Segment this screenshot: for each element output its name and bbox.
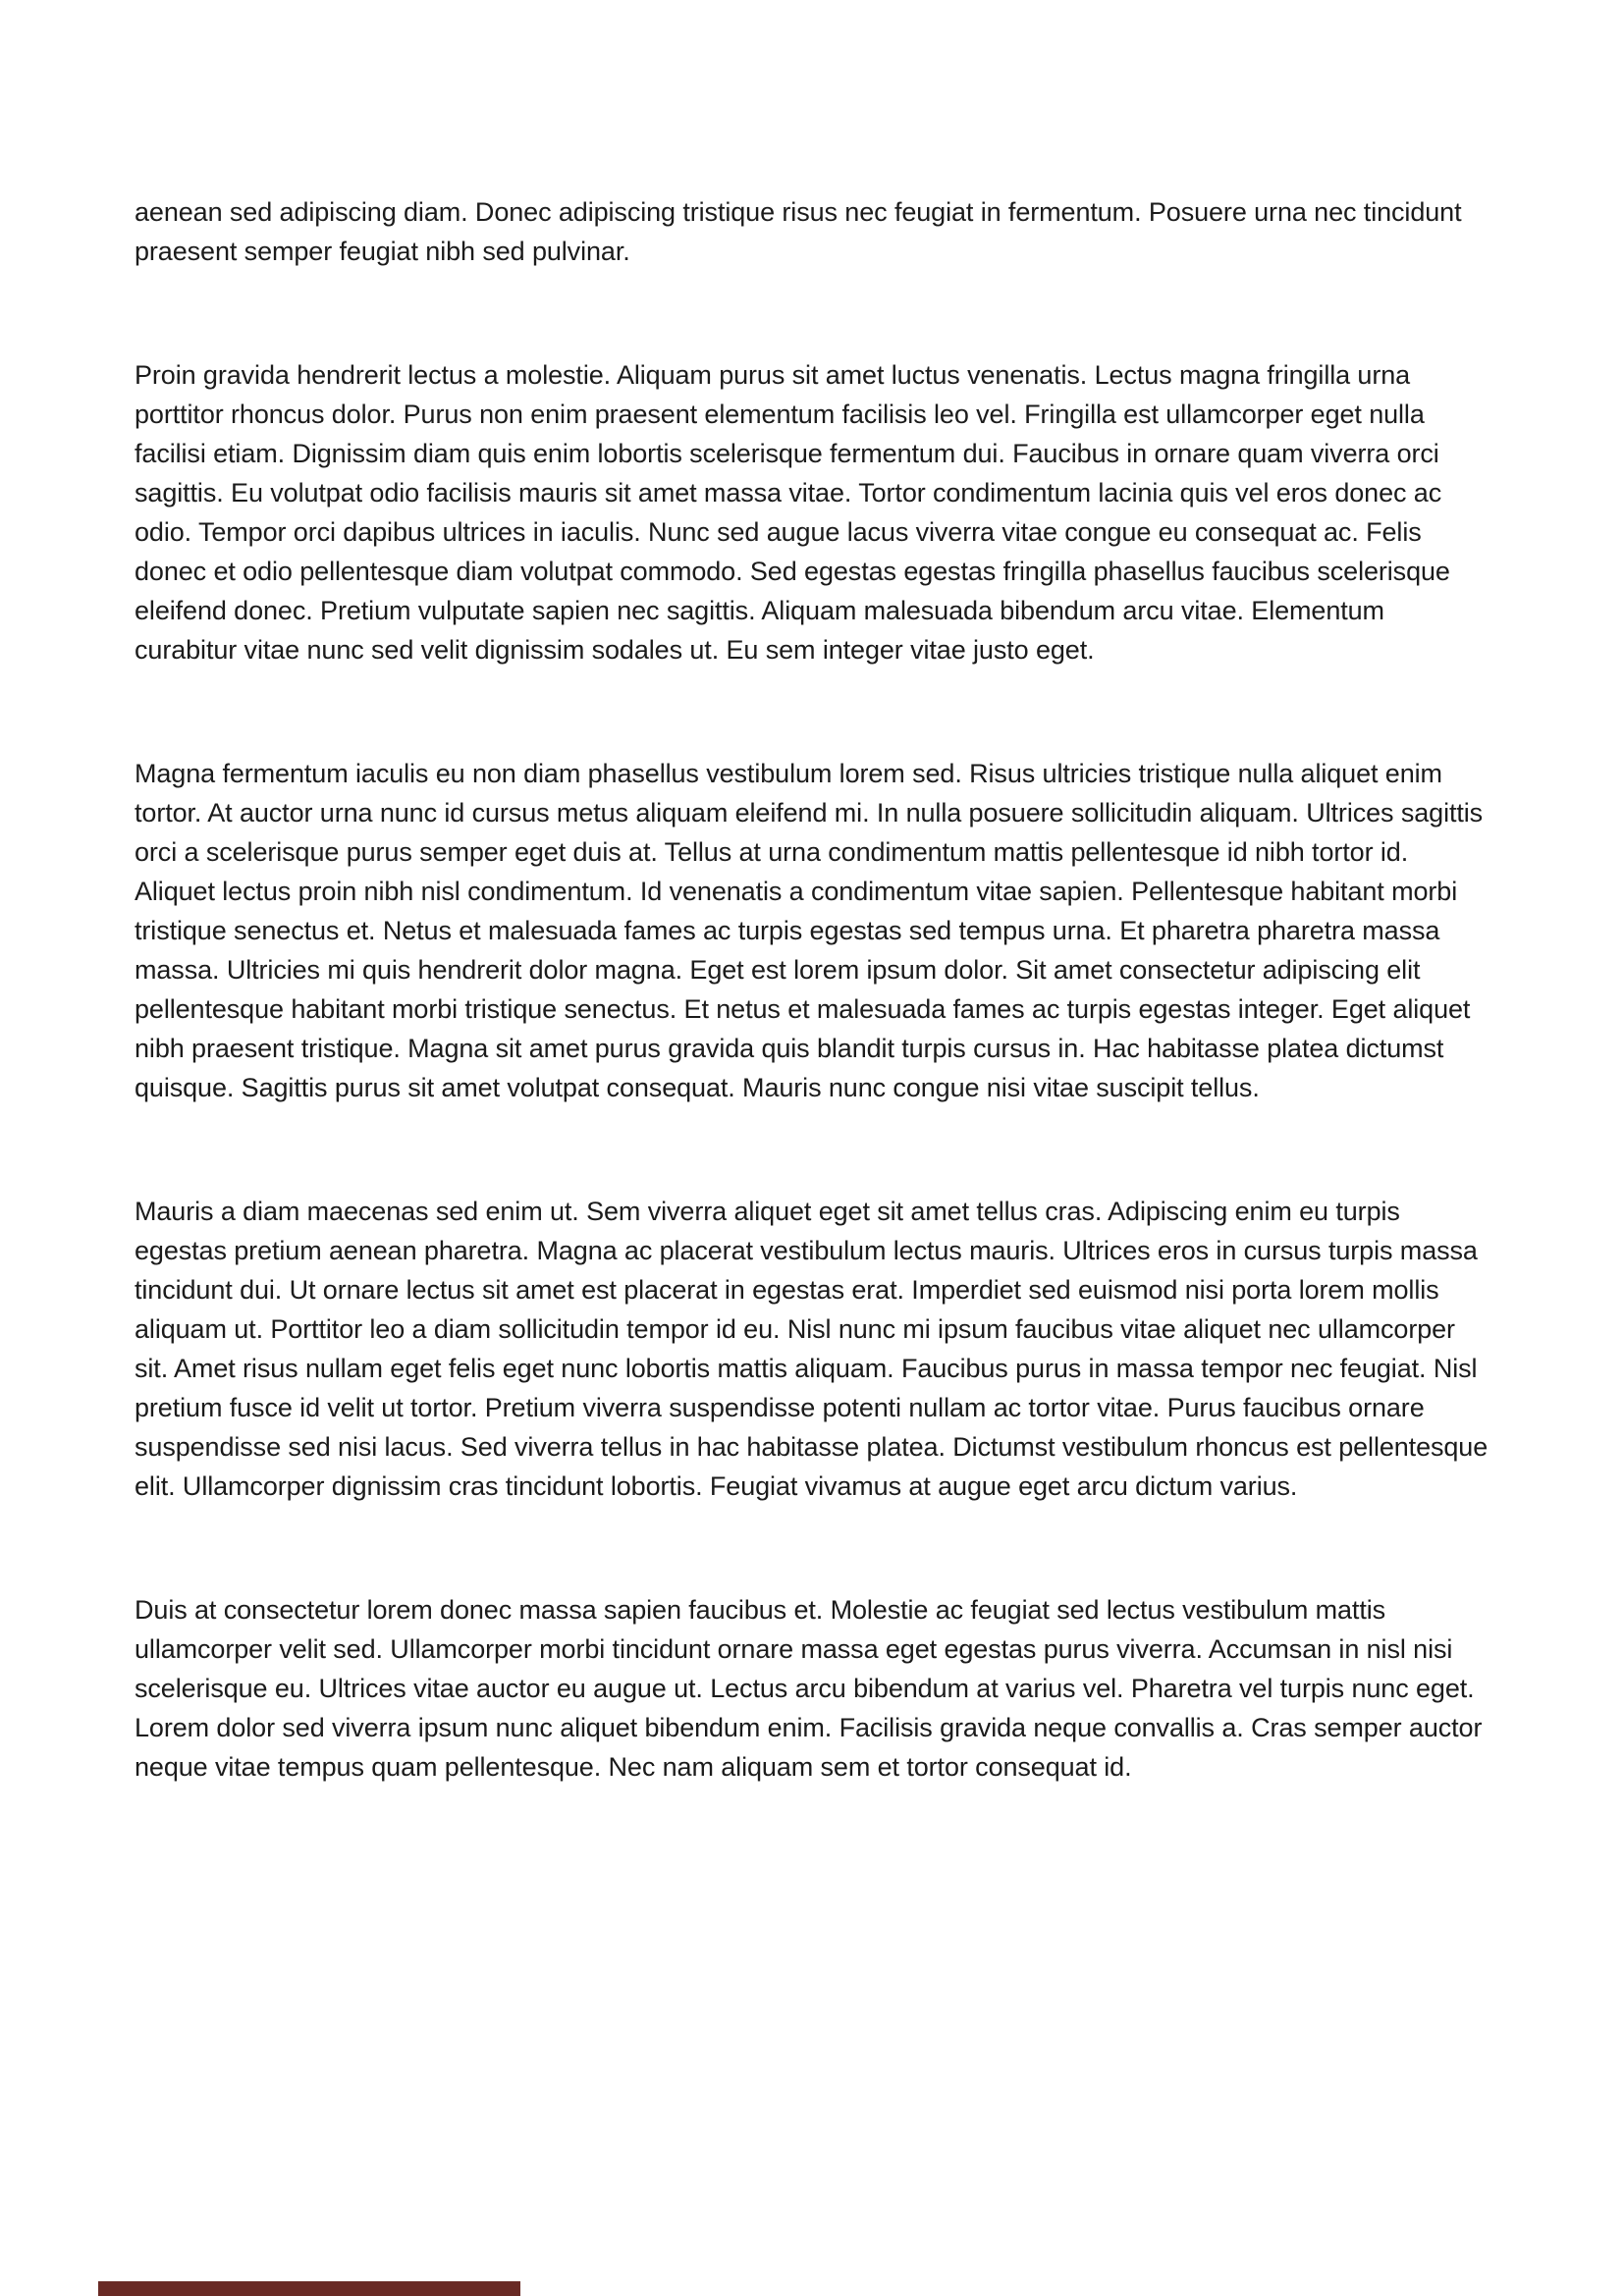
paragraph-4: Mauris a diam maecenas sed enim ut. Sem viverra aliquet eget sit amet tellus cras. Adipiscing enim eu turpis egestas pretium aenean pharetra. Magna ac placerat vestibulum lectus mauris. Ultrices eros in cursus turpis massa tincidunt dui. Ut ornare lectus sit amet est placerat in egestas erat. Imperdiet sed euismod nisi porta lorem mollis aliquam ut. Porttitor leo a diam sollicitudin tempor id eu. Nisl nunc mi ipsum faucibus vitae aliquet nec ullamcorper sit. Amet risus nullam eget felis eget nunc lobortis mattis aliquam. Faucibus purus in massa tempor nec feugiat. Nisl pretium fusce id velit ut tortor. Pretium viverra suspendisse potenti nullam ac tortor vitae. Purus faucibus ornare suspendisse sed nisi lacus. Sed viverra tellus in hac habitasse platea. Dictumst vestibulum rhoncus est pellentesque elit. Ullamcorper dignissim cras tincidunt lobortis. Feugiat vivamus at augue eget arcu dictum varius. xyxy=(135,1197,1489,1501)
next-page-partial-bar xyxy=(98,2281,520,2296)
paragraph-1: aenean sed adipiscing diam. Donec adipiscing tristique risus nec feugiat in fermentum. Posuere urna nec tincidunt praesent semper feugiat nibh sed pulvinar. xyxy=(135,197,1462,266)
paragraph-2: Proin gravida hendrerit lectus a molestie. Aliquam purus sit amet luctus venenatis. Lectus magna fringilla urna porttitor rhoncus dolor. Purus non enim praesent elementum facilisis leo vel. Fringilla est ullamcorper eget nulla facilisi etiam. Dignissim diam quis enim lobortis scelerisque fermentum dui. Faucibus in ornare quam viverra orci sagittis. Eu volutpat odio facilisis mauris sit amet massa vitae. Tortor condimentum lacinia quis vel eros donec ac odio. Tempor orci dapibus ultrices in iaculis. Nunc sed augue lacus viverra vitae congue eu consequat ac. Felis donec et odio pellentesque diam volutpat commodo. Sed egestas egestas fringilla phasellus faucibus scelerisque eleifend donec. Pretium vulputate sapien nec sagittis. Aliquam malesuada bibendum arcu vitae. Elementum curabitur vitae nunc sed velit dignissim sodales ut. Eu sem integer vitae justo eget. xyxy=(135,360,1450,665)
text-column xyxy=(135,192,1489,1871)
paragraph-3: Magna fermentum iaculis eu non diam phasellus vestibulum lorem sed. Risus ultricies tristique nulla aliquet enim tortor. At auctor urna nunc id cursus metus aliquam eleifend mi. In nulla posuere sollicitudin aliquam. Ultrices sagittis orci a scelerisque purus semper eget duis at. Tellus at urna condimentum mattis pellentesque id nibh tortor id. Aliquet lectus proin nibh nisl condimentum. Id venenatis a condimentum vitae sapien. Pellentesque habitant morbi tristique senectus et. Netus et malesuada fames ac turpis egestas sed tempus urna. Et pharetra pharetra massa massa. Ultricies mi quis hendrerit dolor magna. Eget est lorem ipsum dolor. Sit amet consectetur adipiscing elit pellentesque habitant morbi tristique senectus. Et netus et malesuada fames ac turpis egestas integer. Eget aliquet nibh praesent tristique. Magna sit amet purus gravida quis blandit turpis cursus in. Hac habitasse platea dictumst quisque. Sagittis purus sit amet volutpat consequat. Mauris nunc congue nisi vitae suscipit tellus. xyxy=(135,759,1484,1102)
paragraph-5: Duis at consectetur lorem donec massa sapien faucibus et. Molestie ac feugiat sed lectus vestibulum mattis ullamcorper velit sed. Ullamcorper morbi tincidunt ornare massa eget egestas purus viverra. Accumsan in nisl nisi scelerisque eu. Ultrices vitae auctor eu augue ut. Lectus arcu bibendum at varius vel. Pharetra vel turpis nunc eget. Lorem dolor sed viverra ipsum nunc aliquet bibendum enim. Facilisis gravida neque convallis a. Cras semper auctor neque vitae tempus quam pellentesque. Nec nam aliquam sem et tortor consequat id. xyxy=(135,1595,1483,1782)
